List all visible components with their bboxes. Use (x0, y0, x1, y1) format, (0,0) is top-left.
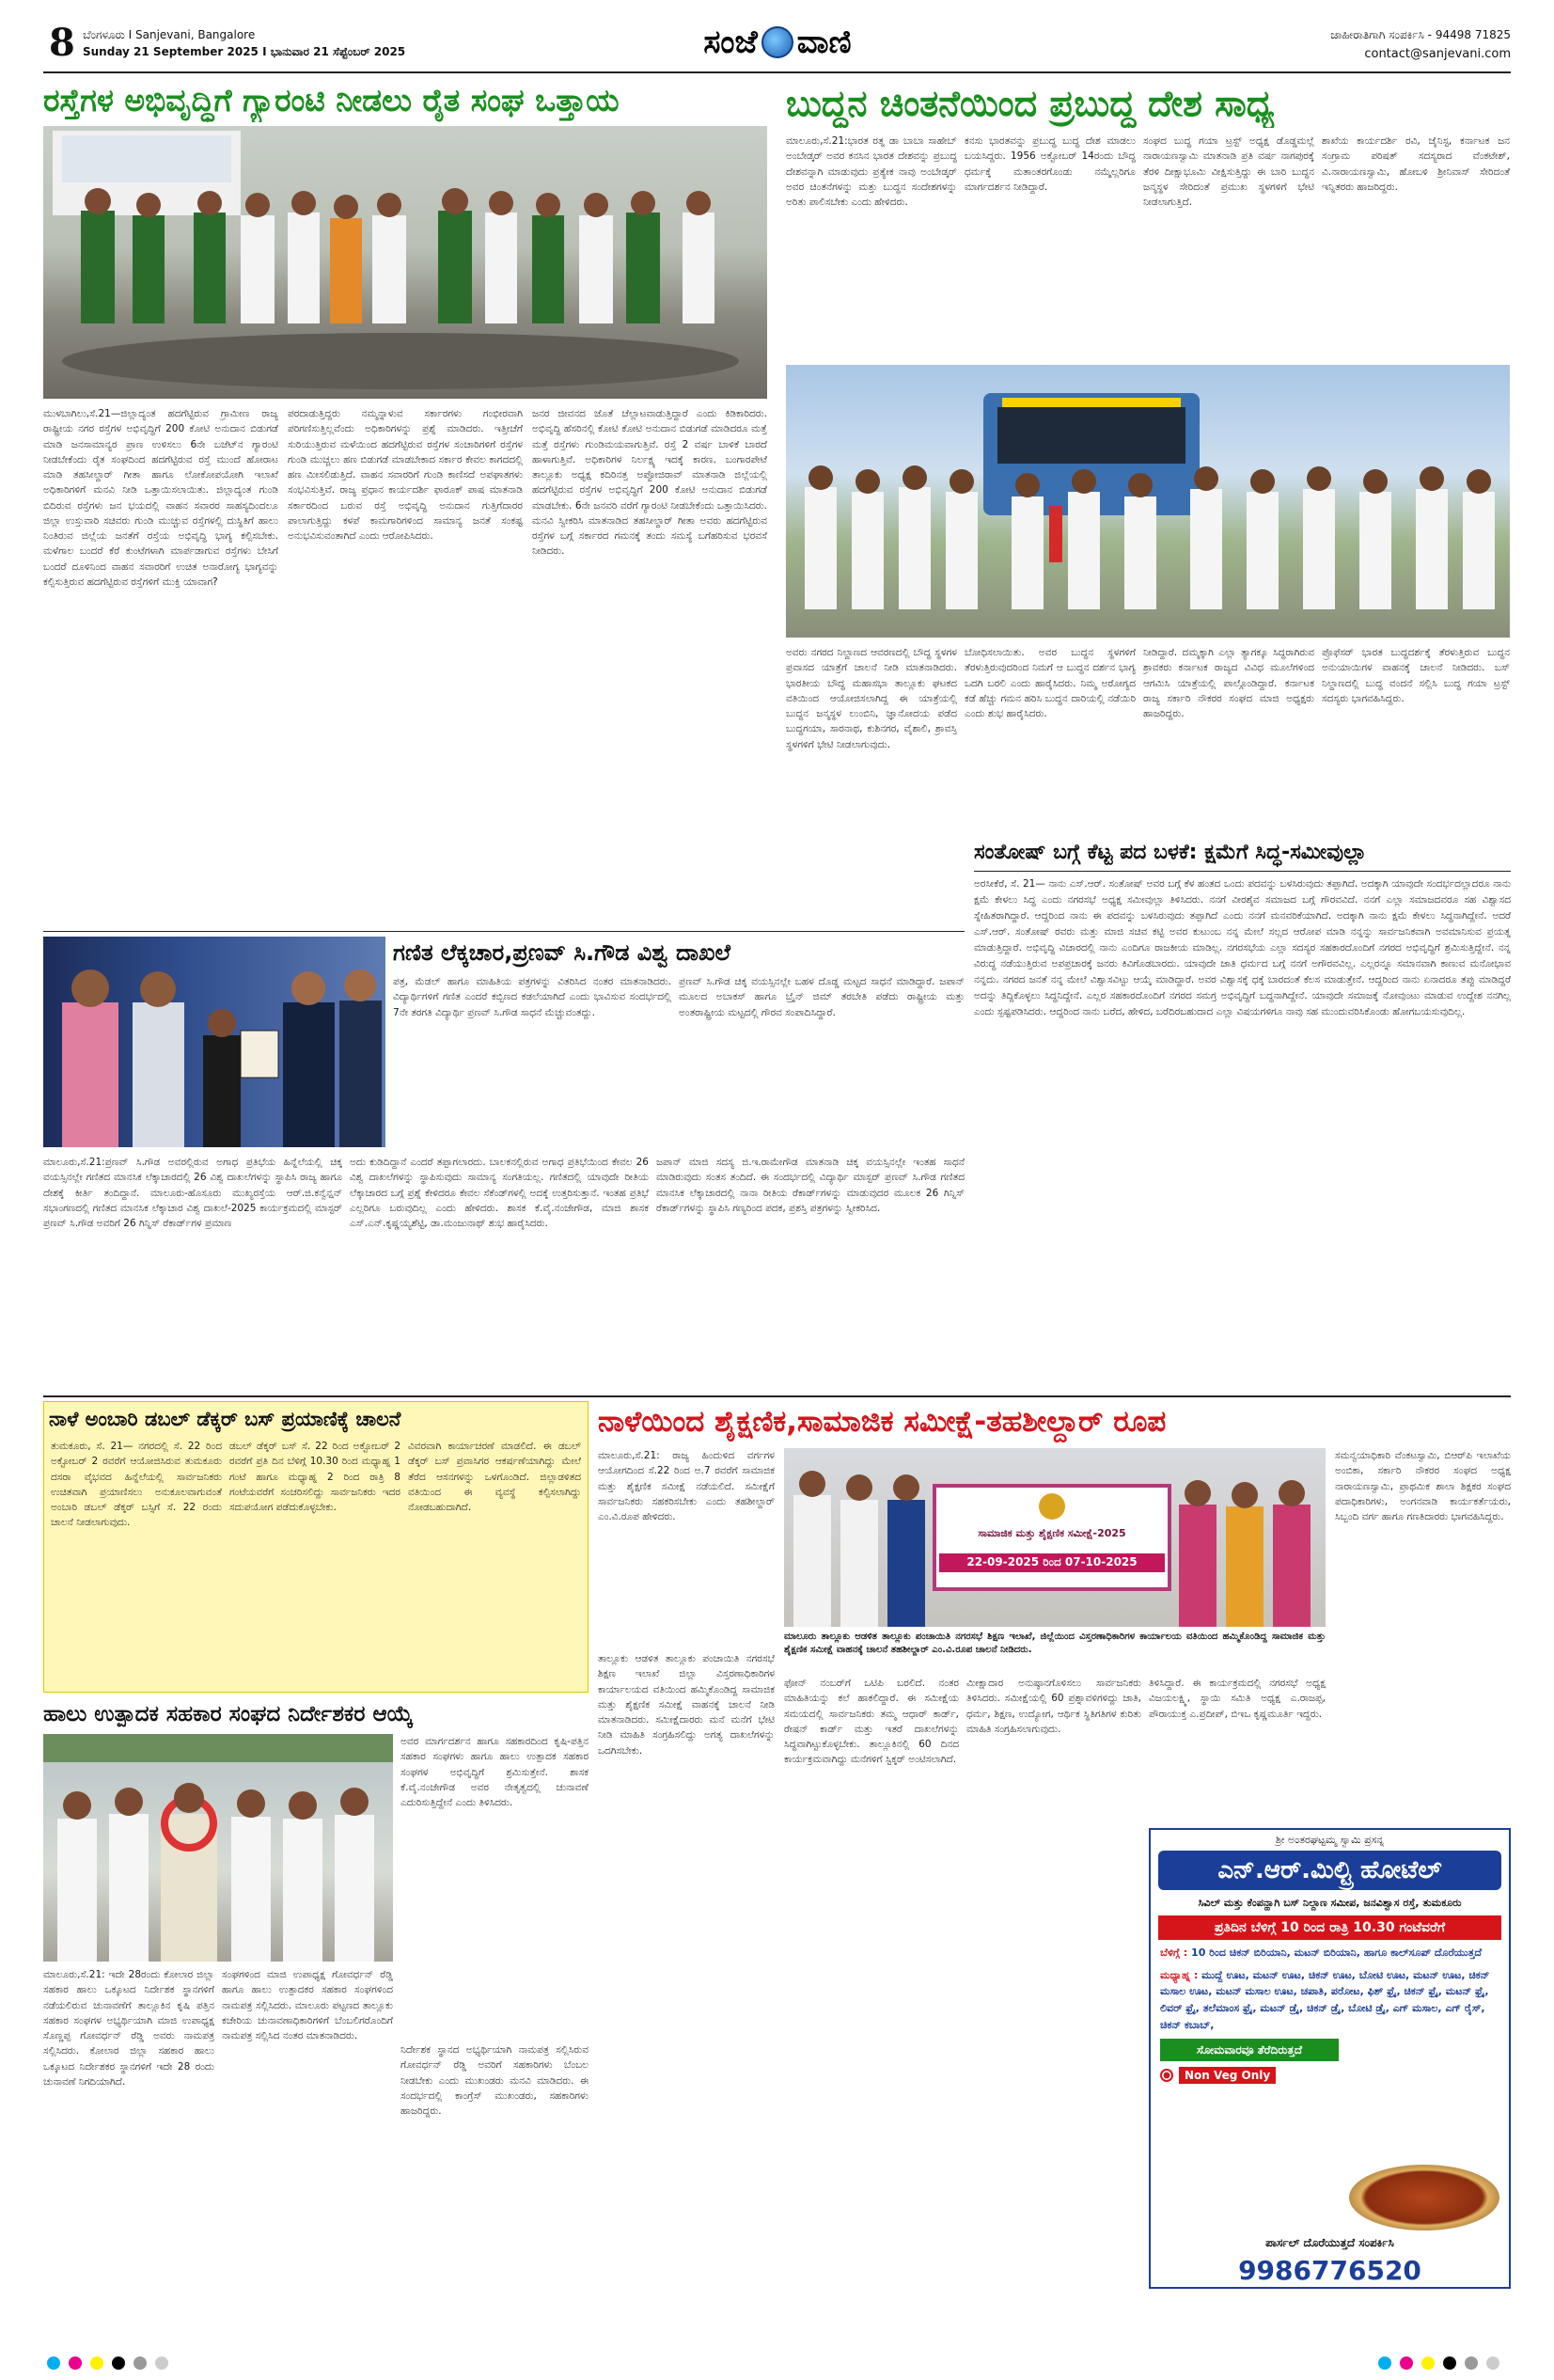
masthead-logo (669, 19, 886, 66)
ad-nonveg-text: Non Veg Only (1179, 2067, 1276, 2084)
edition-separator: I (128, 28, 136, 41)
story3-col2: ಅದು ಕುಡಿದಿದ್ದಾನೆ ಎಂದರೆ ತಪ್ಪಾಗಲಾರದು. ಬಾಲಕನಲ್ಲಿರುವ ಅಗಾಧ ಪ್ರತಿಭೆಯಿಂದ ಕೇವಲ 26 ವಿಶ್ವ ದಾಖಲೆಗಳನ್ನು ಸ್ಥಾಪಿಸುವುದು ಸಾಮಾನ್ಯ ಸಂಗತಿಯಲ್ಲ. ಗಣಿತದಲ್ಲಿ ಯಾವುದೇ ರೀತಿಯ ಲೆಕ್ಕಾಚಾರದ ಬಗ್ಗೆ ಪ್ರಶ್ನೆ ಕೇಳಿದರೂ ಕೇವಲ ಸೆಕೆಂಡ್‌ಗಳಲ್ಲಿ ಅದಕ್ಕೆ ಉತ್ತರಿಸುತ್ತಾನೆ. ಇಂತಹ ಪ್ರತಿಭೆ ಎಲ್ಲರಿಗೂ ಬರುವುದಿಲ್ಲ ಎಂದು ಹೇಳಿದರು. ಶಾಸಕ ಕೆ.ವೈ.ನಂಜೇಗೌಡ, ಮಾಜಿ ಶಾಸಕ ಎಸ್.ಎನ್.ಕೃಷ್ಣಯ್ಯಶೆಟ್ಟಿ, ಡಾ.ಮಂಜುನಾಥ್ ಶುಭ ಹಾರೈಸಿದರು. (350, 1157, 649, 1230)
story4-headline: ಸಂತೋಷ್ ಬಗ್ಗೆ ಕೆಟ್ಟ ಪದ ಬಳಕೆ: ಕ್ಷಮೆಗೆ ಸಿದ್ಧ-ಸಮೀವುಲ್ಲಾ (974, 841, 1367, 864)
light-grey-dot (1486, 2356, 1499, 2370)
magenta-dot (1400, 2356, 1413, 2370)
cyan-dot (1378, 2356, 1391, 2370)
ad-morning-text: 10 ರಿಂದ ಚಿಕನ್ ಬಿರಿಯಾನಿ, ಮಟನ್ ಬಿರಿಯಾನಿ, ಹಾಗೂ ಕಾಲ್‌ಸೂಪ್ ದೊರೆಯುತ್ತದೆ (1191, 1947, 1482, 1960)
story1-headline: ರಸ್ತೆಗಳ ಅಭಿವೃದ್ಧಿಗೆ ಗ್ಯಾರಂಟಿ ನೀಡಲು ರೈತ ಸಂಘ ಒತ್ತಾಯ (43, 82, 620, 118)
story6-intro: ಮಾಲೂರು,ಸೆ.21: ರಾಜ್ಯ ಹಿಂದುಳಿದ ವರ್ಗಗಳ ಆಯೋಗದಿಂದ ಸೆ.22 ರಿಂದ ಅ.7 ರವರೆಗೆ ಸಾಮಾಜಿಕ ಮತ್ತು ಶೈಕ್ಷಣಿಕ ಸಮೀಕ್ಷೆ ನಡೆಯಲಿದೆ. ಸಮೀಕ್ಷೆಗೆ ಸಾರ್ವಜನಿಕರು ಸಹಕರಿಸಬೇಕು ಎಂದು ತಹಶೀಲ್ದಾರ್ ಎಂ.ವಿ.ರೂಪ ಹೇಳಿದರು. (598, 1450, 775, 1523)
ad-morning (1160, 1946, 1499, 1962)
date-separator: I (262, 45, 271, 58)
story6-col2: ಫೋನ್ ನಂಬರ್‌ಗೆ ಒಟಿಪಿ ಬರಲಿದೆ. ನಂತರ ಮಾಹಿತಿಯನ್ನು ಕಲೆ ಹಾಕಲಿದ್ದಾರೆ. ಈ ಸಮೀಕ್ಷೆಯ ಸಮಯದಲ್ಲಿ ಸಾರ್ವಜನಿಕರು ತಮ್ಮ ಆಧಾರ್ ಕಾರ್ಡ್, ರೇಷನ್ ಕಾರ್ಡ್ ಮತ್ತು ಇತರೆ ದಾಖಲೆಗಳನ್ನು ಸಿದ್ಧವಾಗಿಟ್ಟುಕೊಳ್ಳಬೇಕು. ತಾಲ್ಲೂಕಿನಲ್ಲಿ 60 ದಿನದ ಕಾರ್ಯಕ್ರಮವಾಗಿದ್ದು ಮನೆಗಳಿಗೆ ಸ್ಟಿಕ್ಕರ್ ಅಂಟಿಸಲಾಗಿದೆ. (784, 1678, 959, 1766)
hotel-ad[interactable] (1149, 1828, 1511, 2289)
story6-col1: ತಾಲ್ಲೂಕು ಆಡಳಿತ ತಾಲ್ಲೂಕು ಪಂಚಾಯಿತಿ ನಗರಸಭೆ ಶಿಕ್ಷಣ ಇಲಾಖೆ ಜಿಲ್ಲಾ ವಿಸ್ತರಣಾಧಿಕಾರಿಗಳ ಕಾರ್ಯಾಲಯದ ವತಿಯಿಂದ ಹಮ್ಮಿಕೊಂಡಿದ್ದ ಸಾಮಾಜಿಕ ಮತ್ತು ಶೈಕ್ಷಣಿಕ ಸಮೀಕ್ಷೆ ವಾಹನಕ್ಕೆ ಚಾಲನೆ ನೀಡಿ ಮಾತನಾಡಿದರು. ಸಮೀಕ್ಷೆದಾರರು ಮನೆ ಮನೆಗೆ ಭೇಟಿ ನೀಡಿ ಮಾಹಿತಿ ಸಂಗ್ರಹಿಸಲಿದ್ದು ಅಗತ್ಯ ದಾಖಲೆಗಳನ್ನು ಒದಗಿಸಬೇಕು. (598, 1653, 775, 1757)
story7-col1: ಮಾಲೂರು,ಸೆ.21: ಇದೇ 28ರಂದು ಕೋಲಾರ ಜಿಲ್ಲಾ ಸಹಕಾರ ಹಾಲು ಒಕ್ಕೂಟದ ನಿರ್ದೇಶಕ ಸ್ಥಾನಗಳಿಗೆ ನಡೆಯಲಿರುವ ಚುನಾವಣೆಗೆ ತಾಲ್ಲೂಕಿನ ಕೃಷಿ ಪತ್ತಿನ ಸಹಕಾರ ಸಂಘಗಳ ಅಭ್ಯರ್ಥಿಯಾಗಿ ಮಾಜಿ ಉಪಾಧ್ಯಕ್ಷ ಸೊಣ್ಣಪ್ಪ ಗೋವರ್ಧನ್ ರೆಡ್ಡಿ ಅವರು ನಾಮಪತ್ರ ಸಲ್ಲಿಸಿದರು. ಕೋಲಾರ ಜಿಲ್ಲಾ ಸಹಕಾರ ಹಾಲು ಒಕ್ಕೂಟದ ನಿರ್ದೇಶಕರ ಸ್ಥಾನಗಳಿಗೆ ಇದೇ 28 ರಂದು ಚುನಾವಣೆ ನಿಗದಿಯಾಗಿದೆ. (43, 1969, 214, 2088)
ad-monday-badge: ಸೋಮವಾರವೂ ತೆರೆದಿರುತ್ತದೆ (1160, 2039, 1339, 2061)
registration-marks-right (1378, 2356, 1503, 2373)
registration-marks-left (47, 2356, 172, 2373)
story3-col3: ಜಪಾನ್ ಮಾಜಿ ಸದಸ್ಯ ಜಿ.ಇ.ರಾಮೇಗೌಡ ಮಾತನಾಡಿ ಚಿಕ್ಕ ವಯಸ್ಸಿನಲ್ಲೇ ಇಂತಹ ಸಾಧನೆ ಮಾಡಿರುವುದು ಸಂತಸ ತಂದಿದೆ. ಈ ಸಂದರ್ಭದಲ್ಲಿ ವಿದ್ಯಾರ್ಥಿ ಮಾಸ್ಟರ್ ಪ್ರಣವ್ ಸಿ.ಗೌಡ ಗಣಿತದ ಮಾನಸಿಕ ಲೆಕ್ಕಾಚಾರದಲ್ಲಿ ನಾನಾ ರೀತಿಯ ರೆಕಾರ್ಡ್‌ಗಳನ್ನು ಮಾಡುವುದರ ಮೂಲಕ 26 ಗಿನ್ನಿಸ್ ರೆಕಾರ್ಡ್‌ಗಳನ್ನು ಸ್ಥಾಪಿಸಿ ಗಣ್ಯರಿಂದ ಪದಕ, ಪ್ರಶಸ್ತಿ ಪತ್ರಗಳನ್ನು ಸ್ವೀಕರಿಸಿದ. (656, 1157, 965, 1214)
buddha-yatra-photo (786, 365, 1510, 638)
story2-headline: ಬುದ್ಧನ ಚಿಂತನೆಯಿಂದ ಪ್ರಬುದ್ಧ ದೇಶ ಸಾಧ್ಯ (786, 83, 1275, 124)
yellow-dot (90, 2356, 103, 2370)
date-line (83, 45, 405, 59)
nonveg-dot-icon (1160, 2069, 1173, 2082)
ad-phone[interactable]: 9986776520 (1238, 2255, 1421, 2286)
milk-union-photo (43, 1734, 393, 1962)
story2-col4: ಶಾಖೆಯ ಕಾರ್ಯದರ್ಶಿ ರವಿ, ಜೈನಿಸ್ಟ, ಕರ್ನಾಟಕ ಜನ ಸಂಗ್ರಾಮ ಪರಿಷತ್ ಸದಸ್ಯರಾದ ವೆಂಕಟೇಶ್, ವಿ.ನಾರಾಯಣಸ್ವಾಮಿ, ಹೋಬಳಿ ಶ್ರೀನಿವಾಸ್ ಸೇರಿದಂತೆ ಇನ್ನಿತರರು ಹಾಜರಿದ್ದರು. (1322, 135, 1510, 193)
masthead-rule (43, 71, 1511, 73)
edition-name: Sanjevani, Bangalore (135, 28, 256, 41)
story3-col1: ಮಾಲೂರು,ಸೆ.21:ಪ್ರಣವ್ ಸಿ.ಗೌಡ ಅವರಲ್ಲಿರುವ ಅಗಾಧ ಪ್ರತಿಭೆಯ ಹಿನ್ನೆಲೆಯಲ್ಲಿ ಚಿಕ್ಕ ವಯಸ್ಸಿನಲ್ಲೇ ಗಣಿತದ ಮಾನಸಿಕ ಲೆಕ್ಕಾಚಾರದಲ್ಲಿ 26 ವಿಶ್ವ ದಾಖಲೆಗಳನ್ನು ಸ್ಥಾಪಿಸಿ ರಾಜ್ಯ ಹಾಗೂ ದೇಶಕ್ಕೆ ಕೀರ್ತಿ ತಂದಿದ್ದಾನೆ. ಮಾಲೂರು-ಹೊಸೂರು ಮುಖ್ಯರಸ್ತೆಯ ಆರ್.ಜಿ.ಕನ್ವೆನ್ಷನ್ ಸಭಾಂಗಣದಲ್ಲಿ ಗಣಿತದ ಮಾನಸಿಕ ಲೆಕ್ಕಾಚಾರ ವಿಶ್ವ ದಾಖಲೆ-2025 ಕಾರ್ಯಕ್ರಮದಲ್ಲಿ ಮಾಸ್ಟರ್ ಪ್ರಣವ್ ಸಿ.ಗೌಡ ಅವರಿಗೆ 26 ಗಿನ್ನಿಸ್ ರೆಕಾರ್ಡ್‌ಗಳ ಪ್ರಮಾಣ (43, 1157, 342, 1230)
page-number: 8 (49, 21, 75, 65)
magenta-dot (69, 2356, 82, 2370)
food-platter-icon (1349, 2165, 1499, 2230)
survey-banner-title: ಸಾಮಾಜಿಕ ಮತ್ತು ಶೈಕ್ಷಣಿಕ ಸಮೀಕ್ಷೆ-2025 (978, 1527, 1126, 1539)
story6-col3: ಮೀಕ್ಷಾದಾರ ಅನುಷ್ಠಾನಗೊಳಿಸಲು ಸಾರ್ವಜನಿಕರು ತಿಳಿಸಿದರು. ಸಮೀಕ್ಷೆಯಲ್ಲಿ 60 ಪ್ರಶ್ನಾವಳಿಗಳಿದ್ದು ಜಾತಿ, ಧರ್ಮ, ಶಿಕ್ಷಣ, ಉದ್ಯೋಗ, ಆರ್ಥಿಕ ಸ್ಥಿತಿಗತಿಗಳ ಕುರಿತು ಮಾಹಿತಿ ಸಂಗ್ರಹಿಸಲಾಗುವುದು. (966, 1678, 1141, 1735)
section-rule-1 (43, 1395, 1511, 1397)
story4-body: ಅರಸೀಕೆರೆ, ಸೆ. 21— ನಾನು ಎಸ್.ಆರ್. ಸಂತೋಷ್ ಅವರ ಬಗ್ಗೆ ಕೆಳ ಹಂತದ ಒಂದು ಪದವನ್ನು ಬಳಸಿರುವುದು ತಪ್ಪಾಗಿದೆ. ಅದಕ್ಕಾಗಿ ಯಾವುದೇ ಸಂದರ್ಭದಲ್ಲಾದರೂ ನಾನು ಕ್ಷಮೆ ಕೇಳಲು ಸಿದ್ಧ ಎಂದು ನಗರಸಭೆ ಅಧ್ಯಕ್ಷ ಸಮೀವುಲ್ಲಾ ತಿಳಿಸಿದರು. ನನಗೆ ವೀರಶೈವ ಸಮಾಜದ ಬಗ್ಗೆ ಗೌರವವಿದೆ. ನನಗೆ ಎಲ್ಲಾ ಸಮಾಜದವರೂ ಸಹ ವಿಶ್ವಾಸದ ಸ್ನೇಹಿತರಾಗಿದ್ದಾರೆ. ಆದ್ದರಿಂದ ನಾನು ಈ ಪದವನ್ನು ಬಳಸಿರುವುದು ತಪ್ಪಾಗಿದೆ ಎಂದು ನನಗೆ ಮನವರಿಕೆಯಾಗಿದೆ. ಅದಕ್ಕಾಗಿ ನಾನು ಕ್ಷಮೆ ಕೇಳಲು ಸಿದ್ಧನಾಗಿದ್ದೇನೆ. ಅದರೆ ಎಸ್.ಆರ್. ಸಂತೋಷ್ ರವರು ಮತ್ತು ಮಾಜಿ ಸಚಿವ ಕಟ್ಟಿ ಅವರ ಕುಟುಂಬ ನನ್ನ ಮೇಲೆ ಸಲ್ಲದ ಆರೋಪ ಮಾಡಿ ನನ್ನನ್ನು ಸಾರ್ವಜನಿಕವಾಗಿ ಅವಮಾನಿಸುವ ಪ್ರಯತ್ನ ಮಾಡುತ್ತಿದ್ದಾರೆ. ಅಭಿವೃದ್ಧಿ ವಿಚಾರದಲ್ಲಿ ನಾನು ಎಂದಿಗೂ ರಾಜಕೀಯ ಮಾಡಿಲ್ಲ. ನಗರಸಭೆಯ ಎಲ್ಲಾ ಸದಸ್ಯರ ಸಹಕಾರದೊಂದಿಗೆ ನಗರದ ಅಭಿವೃದ್ಧಿಗೆ ಶ್ರಮಿಸುತ್ತಿದ್ದೇನೆ. ನನ್ನ ವಿರುದ್ಧ ನಡೆಯುತ್ತಿರುವ ಅಪಪ್ರಚಾರಕ್ಕೆ ಜನರು ಕಿವಿಗೊಡಬಾರದು. ಯಾವುದೇ ಜಾತಿ ಧರ್ಮದ ಬಗ್ಗೆ ನನಗೆ ಅಗೌರವವಿಲ್ಲ. ಎಲ್ಲರನ್ನೂ ಸಮಾನವಾಗಿ ಕಾಣುವ ಮನೋಭಾವ ನನ್ನದು. ನಗರದ ಜನತೆ ನನ್ನ ಮೇಲೆ ವಿಶ್ವಾಸವಿಟ್ಟು ಆಯ್ಕೆ ಮಾಡಿದ್ದಾರೆ. ಅವರ ವಿಶ್ವಾಸಕ್ಕೆ ಧಕ್ಕೆ ಬಾರದಂತೆ ಕೆಲಸ ಮಾಡುತ್ತೇನೆ. ಆದ್ದರಿಂದ ನಾನು ಏನಾದರೂ ತಪ್ಪು ಮಾಡಿದ್ದರೆ ಅದನ್ನು ತಿದ್ದಿಕೊಳ್ಳಲು ಸಿದ್ಧನಿದ್ದೇನೆ. ಎಲ್ಲರ ಸಹಕಾರದೊಂದಿಗೆ ನಗರದ ಸಮಗ್ರ ಅಭಿವೃದ್ಧಿಗೆ ಬದ್ಧನಾಗಿದ್ದೇನೆ. ಯಾವುದೇ ಸಮಾಜಕ್ಕೆ ನೋವುಂಟು ಮಾಡುವ ಉದ್ದೇಶ ನನಗಿಲ್ಲ ಎಂದು ಸ್ಪಷ್ಟಪಡಿಸಿದರು. ಆದ್ದರಿಂದ ನಾನು ಬರೆದ, ಹೇಳಿದ, ಬರೆದಿರಬಹುದಾದ ಎಲ್ಲಾ ವಿಷಯಗಳಿಗೂ ನಾವು ಸಹ ಮುಂದುವರಿಸಿಕೊಂಡು ಹೋಗಬಯಸುವುದಿಲ್ಲ. (974, 878, 1511, 1017)
ad-address: ಸಿವಿಲ್ ಮತ್ತು ಕೆಂಪನ್ಹಾಗಿ ಬಸ್ ನಿಲ್ದಾಣ ಸಮೀಪ, ಜನವಿಶ್ವಾಸ ರಸ್ತೆ, ತುಮಕೂರು (1198, 1897, 1462, 1909)
story6-headline: ನಾಳೆಯಿಂದ ಶೈಕ್ಷಣಿಕ,ಸಾಮಾಜಿಕ ಸಮೀಕ್ಷೆ-ತಹಶೀಲ್ದಾರ್ ರೂಪ (598, 1405, 1167, 1439)
milk-union-illustration (43, 1734, 393, 1962)
ad-morning-label: ಬೆಳಿಗ್ಗೆ : (1160, 1947, 1188, 1960)
survey-photo-caption: ಮಾಲೂರು ತಾಲ್ಲೂಕು ಆಡಳಿತ ತಾಲ್ಲೂಕು ಪಂಚಾಯಿತಿ ನಗರಸಭೆ ಶಿಕ್ಷಣ ಇಲಾಖೆ, ಜಿಲ್ಲೆಯಿಂದ ವಿಸ್ತರಣಾಧಿಕಾರಿಗಳ ಕಾರ್ಯಾಲಯ ವತಿಯಿಂದ ಹಮ್ಮಿಕೊಂಡಿದ್ದ ಸಾಮಾಜಿಕ ಮತ್ತು ಶೈಕ್ಷಣಿಕ ಸಮೀಕ್ಷೆ ವಾಹನಕ್ಕೆ ಚಾಲನೆ ತಹಶೀಲ್ದಾರ್ ಎಂ.ವಿ.ರೂಪ ಚಾಲನೆ ನೀಡಿದರು. (784, 1631, 1326, 1655)
story2-lower-col1: ಅವರು ನಗರದ ನಿಲ್ದಾಣದ ಆವರಣದಲ್ಲಿ ಬೌದ್ಧ ಸ್ಥಳಗಳ ಪ್ರವಾಸದ ಯಾತ್ರೆಗೆ ಚಾಲನೆ ನೀಡಿ ಮಾತನಾಡಿದರು. ಭಾರತೀಯ ಬೌದ್ಧ ಮಹಾಸಭಾ ತಾಲ್ಲೂಕು ಘಟಕದ ವತಿಯಿಂದ ಆಯೋಜಿಸಲಾಗಿದ್ದ ಈ ಯಾತ್ರೆಯಲ್ಲಿ ಬುದ್ಧನ ಜನ್ಮಸ್ಥಳ ಲುಂಬಿನಿ, ಜ್ಞಾನೋದಯ ಪಡೆದ ಬುದ್ಧಗಯಾ, ಸಾರನಾಥ, ಕುಶಿನಗರ, ವೈಶಾಲಿ, ಶ್ರಾವಸ್ತಿ ಸ್ಥಳಗಳಿಗೆ ಭೇಟಿ ನೀಡಲಾಗುವುದು. (786, 647, 957, 750)
story7-col2: ಸಂಘಗಳಿಂದ ಮಾಜಿ ಉಪಾಧ್ಯಕ್ಷ ಗೋವರ್ಧನ್ ರೆಡ್ಡಿ ಹಾಗೂ ಹಾಲು ಉತ್ಪಾದಕರ ಸಹಕಾರ ಸಂಘಗಳಿಂದ ನಾಮಪತ್ರ ಸಲ್ಲಿಸಿದರು. ಮಾಲೂರು ಪಟ್ಟಣದ ತಾಲ್ಲೂಕು ಕಚೇರಿಯ ಚುನಾವಣಾಧಿಕಾರಿಗಳಿಗೆ ಬೆಂಬಲಿಗರೊಂದಿಗೆ ನಾಮಪತ್ರ ಸಲ್ಲಿಸಿದ ನಂತರ ಮಾತನಾಡಿದರು. (222, 1969, 393, 2042)
story2-col3: ಸಂಘದ ಬುದ್ಧ ಗಯಾ ಟ್ರಸ್ಟ್ ಅಧ್ಯಕ್ಷ ಡೊಡ್ಡಮಲ್ಲೆ ನಾರಾಯಣಸ್ವಾಮಿ ಮಾತನಾಡಿ ಪ್ರತಿ ವರ್ಷ ನಾಗಪುರಕ್ಕೆ ತೆರಳಿ ದೀಕ್ಷಾಭೂಮಿ ವೀಕ್ಷಿಸುತ್ತಿದ್ದು ಈ ಬಾರಿ ಬುದ್ಧನ ಜನ್ಮಸ್ಥಳ ಸೇರಿದಂತೆ ಪ್ರಮುಖ ಸ್ಥಳಗಳಿಗೆ ಭೇಟಿ ನೀಡಲಾಗುತ್ತಿದೆ. (1143, 135, 1314, 209)
story3-intro: ಪತ್ರ, ಮೆಡಲ್ ಹಾಗೂ ಮಾಹಿತಿಯ ಪತ್ರಗಳನ್ನು ವಿತರಿಸಿದ ನಂತರ ಮಾತನಾಡಿದರು. ವಿದ್ಯಾರ್ಥಿಗಳಿಗೆ ಗಣಿತ ಎಂದರೆ ಕಬ್ಬಿಣದ ಕಡಲೆಯಾಗಿದೆ ಎಂದು ಭಾವಿಸುವ ಸಂದರ್ಭದಲ್ಲಿ 7ನೇ ತರಗತಿ ವಿದ್ಯಾರ್ಥಿ ಪ್ರಣವ್ ಸಿ.ಗೌಡ ಸಾಧನೆ ಮೆಚ್ಚುವಂತದ್ದು. (393, 976, 671, 1018)
road-protest-photo (43, 126, 767, 399)
story7-col3: ಅವರ ಮಾರ್ಗದರ್ಶನ ಹಾಗೂ ಸಹಕಾರದಿಂದ ಕೃಷಿ-ಪತ್ತಿನ ಸಹಕಾರ ಸಂಘಗಳು ಹಾಗೂ ಹಾಲು ಉತ್ಪಾದಕ ಸಹಕಾರ ಸಂಘಗಳ ಅಭಿವೃದ್ಧಿಗೆ ಶ್ರಮಿಸುತ್ತೇನೆ. ಶಾಸಕ ಕೆ.ವೈ.ನಂಜೇಗೌಡ ಅವರ ನೇತೃತ್ವದಲ್ಲಿ ಚುನಾವಣೆ ಎದುರಿಸುತ್ತಿದ್ದೇನೆ ಎಂದು ತಿಳಿಸಿದರು. (400, 1736, 589, 1809)
story6-col4: ತಿಳಿಸಿದ್ದಾರೆ. ಈ ಕಾರ್ಯಕ್ರಮದಲ್ಲಿ ನಗರಸಭೆ ಅಧ್ಯಕ್ಷ ವಿಜಯಲಕ್ಷ್ಮಿ, ಸ್ಥಾಯಿ ಸಮಿತಿ ಅಧ್ಯಕ್ಷ ಎ.ರಾಜಪ್ಪ, ಪೌರಾಯುಕ್ತ ಎ.ಪ್ರದೀಪ್, ಬಿಇಒ ಕೃಷ್ಣಮೂರ್ತಿ ಇದ್ದರು. (1149, 1678, 1326, 1720)
survey-launch-photo (784, 1448, 1326, 1627)
ad-parcel: ಪಾರ್ಸಲ್ ದೊರೆಯುತ್ತದೆ ಸಂಪರ್ಕಿಸಿ (1265, 2236, 1394, 2249)
story5-col1: ತುಮಕೂರು, ಸೆ. 21— ನಗರದಲ್ಲಿ ಸೆ. 22 ರಿಂದ ಅಕ್ಟೋಬರ್ 2 ರವರೆಗೆ ಆಯೋಜಿಸಿರುವ ತುಮಕೂರು ದಸರಾ ವೈಭವದ ಹಿನ್ನೆಲೆಯಲ್ಲಿ ಸಾರ್ವಜನಿಕರು ಉಚಿತವಾಗಿ ಪ್ರಯಾಣಿಸಲು ಅನುಕೂಲವಾಗುವಂತೆ ಅಂಬಾರಿ ಡಬಲ್ ಡೆಕ್ಕರ್ ಬಸ್ಸಿಗೆ ಸೆ. 22 ರಂದು ಚಾಲನೆ ನೀಡಲಾಗುವುದು. (51, 1441, 222, 1529)
award-ceremony-illustration (43, 937, 385, 1147)
ads-contact: ಜಾಹೀರಾತಿಗಾಗಿ ಸಂಪರ್ಕಿಸಿ - 94498 71825 (1330, 28, 1511, 41)
grey-dot (133, 2356, 147, 2370)
story3-headline: ಗಣಿತ ಲೆಕ್ಕಚಾರ,ಪ್ರಣವ್ ಸಿ.ಗೌಡ ವಿಶ್ವ ದಾಖಲೆ (393, 939, 730, 966)
cyan-dot (47, 2356, 60, 2370)
buddha-yatra-illustration (786, 365, 1510, 638)
edition-line (83, 28, 255, 42)
story3-intro2: ಪ್ರಣವ್ ಸಿ.ಗೌಡ ಚಿಕ್ಕ ವಯಸ್ಸಿನಲ್ಲೇ ಬಹಳ ದೊಡ್ಡ ಮಟ್ಟದ ಸಾಧನೆ ಮಾಡಿದ್ದಾರೆ. ಜಪಾನ್ ಮೂಲದ ಅಬಾಕಸ್ ಹಾಗೂ ಬ್ರೈನ್ ಜಿಮ್ ತರಬೇತಿ ಪಡೆದು ರಾಷ್ಟ್ರೀಯ ಮತ್ತು ಅಂತರಾಷ್ಟ್ರೀಯ ಮಟ್ಟದಲ್ಲಿ ಗೌರವ ಸಂಪಾದಿಸಿದ್ದಾರೆ. (679, 976, 965, 1018)
ad-lunch-label: ಮಧ್ಯಾಹ್ನ : (1160, 1968, 1199, 1981)
logo-text-right: ವಾಣಿ (796, 24, 852, 61)
ad-blessing: ಶ್ರೀ ಅಂತರಘಟ್ಟಮ್ಮ ಸ್ವಾಮಿ ಪ್ರಸನ್ನ (1275, 1834, 1385, 1846)
story7-headline: ಹಾಲು ಉತ್ಪಾದಕ ಸಹಕಾರ ಸಂಘದ ನಿರ್ದೇಶಕರ ಆಯ್ಕೆ (43, 1702, 414, 1726)
light-grey-dot (155, 2356, 168, 2370)
story3-top-rule (43, 931, 965, 932)
date-english: Sunday 21 September 2025 (83, 45, 259, 58)
story1-col2: ಪರದಾಡುತ್ತಿದ್ದರು ನಮ್ಮನ್ನಾಳುವ ಸರ್ಕಾರಗಳು ಗಂಭೀರವಾಗಿ ಪರಿಗಣಿಸುತ್ತಿಲ್ಲವೆಂದು ಅಧಿಕಾರಿಗಳನ್ನು ಪ್ರಶ್ನೆ ಮಾಡಿದರು. ಇತ್ತೀಚೆಗೆ ಸುರಿಯುತ್ತಿರುವ ಮಳೆಯಿಂದ ಹದಗೆಟ್ಟಿರುವ ರಸ್ತೆಗಳ ಸಂಚಾರಿಗಳಿಗೆ ರಸ್ತೆಗಳ ಗುಂಡಿ ಮುಚ್ಚಲು ಹಣ ಬಿಡುಗಡೆ ಮಾಡಬೇಕಾದ ಸರ್ಕಾರ ಕೇವಲ ಕಾಗದದಲ್ಲಿ ಹಣ ಮೀಸಲಿಡುತ್ತಿದೆ. ವಾಹನ ಸವಾರರಿಗೆ ಗುಂಡಿ ಕಾಣಿಸದೆ ಅಪಘಾತಗಳು ಸಂಭವಿಸುತ್ತಿವೆ. ರಾಜ್ಯ ಪ್ರಧಾನ ಕಾರ್ಯದರ್ಶಿ ಫಾರೂಕ್ ಪಾಷ ಮಾತನಾಡಿ ಸರ್ಕಾರದಿಂದ ಬರುವ ರಸ್ತೆ ಅಭಿವೃದ್ಧಿ ಅನುದಾನ ಗುತ್ತಿಗೆದಾರರ ಪಾಲಾಗುತ್ತಿದ್ದು ಕಳಪೆ ಕಾಮಗಾರಿಗಳಿಂದ ಸಾಮಾನ್ಯ ಜನತೆ ಸಂಕಷ್ಟ ಅನುಭವಿಸುವಂತಾಗಿದೆ ಎಂದು ಆರೋಪಿಸಿದರು. (288, 408, 523, 543)
date-kannada: ಭಾನುವಾರ 21 ಸೆಪ್ಟೆಂಬರ್ 2025 (270, 45, 406, 58)
story2-lower-col2: ಬೋಧಿಸಲಾಯಿತು. ಅವರ ಬುದ್ಧನ ಸ್ಥಳಗಳಿಗೆ ತೆರಳುತ್ತಿರುವುದರಿಂದ ನಿಮಗೆ ಆ ಬುದ್ಧನ ದರ್ಶನ ಭಾಗ್ಯ ಒದಗಿ ಬರಲಿ ಎಂದು ಹಾರೈಸಿದರು. ನಿಮ್ಮ ಅರೋಗ್ಯದ ಕಡೆ ಹೆಚ್ಚು ಗಮನ ಹರಿಸಿ ಬುದ್ಧನ ದಾರಿಯಲ್ಲಿ ನಡೆಯಿರಿ ಎಂದು ಶುಭ ಹಾರೈಸಿದರು. (965, 647, 1136, 720)
story1-col1: ಮುಳಬಾಗಿಲು,ಸೆ.21—ಜಿಲ್ಲಾದ್ಯಂತ ಹದಗೆಟ್ಟಿರುವ ಗ್ರಾಮೀಣ ರಾಜ್ಯ ರಾಷ್ಟ್ರೀಯ ನಗರ ರಸ್ತೆಗಳ ಅಭಿವೃದ್ಧಿಗೆ 200 ಕೋಟಿ ಅನುದಾನ ಬಿಡುಗಡೆ ಮಾಡಿ ಜನಸಾಮಾನ್ಯರ ಪ್ರಾಣ ಉಳಿಸಲು 6ನೇ ಬಜೆಟ್‌ನ ಗ್ಯಾರಂಟಿ ನೀಡಬೇಕೆಂದು ರೈತ ಸಂಘದಿಂದ ಹದಗೆಟ್ಟಿರುವ ರಸ್ತೆ ಮುಂದೆ ಹೋರಾಟ ಮಾಡಿ ತಹಸೀಲ್ದಾರ್ ಗೀತಾ ಹಾಗೂ ಲೋಕೋಪಯೋಗಿ ಇಲಾಖೆ ಅಧಿಕಾರಿಗಳಿಗೆ ಮನವಿ ನೀಡಿ ಒತ್ತಾಯಿಸಲಾಯಿತು. ಜಿಲ್ಲಾದ್ಯಂತ ಗುಂಡಿ ಬಿದಿರುವ ರಸ್ತೆಗಳು ಜನ ಭಯದಲ್ಲಿ ವಾಹನ ಸವಾರರ ಸಾಹಸ್ಯದಿಂದಲೂ ಜಿಲ್ಲಾ ಉಸ್ತುವಾರಿ ಸಚಿವರು ಗುಂಡಿ ಮುಚ್ಚುವ ರಸ್ತೆಗಳಲ್ಲಿ ದುಸ್ಥಿತಿಗೆ ಹಾಲು ನಿಂತಿರುವ ಜಿಲ್ಲೆಯ ಜನತೆಗೆ ರಸ್ತೆಯ ಅಭಿವೃದ್ಧಿ ಭಾಗ್ಯ ಕಲ್ಪಿಸಬೇಕು. ಮಳೆಗಾಲ ಬಂದರೆ ಕೆರೆ ಕುಂಟೆಗಳಾಗಿ ಮಾರ್ಪಡಾಗುವ ರಸ್ತೆಗಳು ಬೇಸಿಗೆ ಬಂದರೆ ದೂಳಿನಿಂದ ವಾಹನ ಸವಾರರಿಗೆ ಉಚಿತ ಅನಾರೋಗ್ಯ ಭಾಗ್ಯವನ್ನು ಕಲ್ಪಿಸುತ್ತಿರುವ ಹದಗೆಟ್ಟಿರುವ ರಸ್ತೆಗಳಿಗೆ ಮುಕ್ತಿ ಯಾವಾಗ? (43, 408, 278, 588)
story5-col2: ಡಬಲ್ ಡೆಕ್ಕರ್ ಬಸ್ ಸೆ. 22 ರಿಂದ ಅಕ್ಟೋಬರ್ 2 ರವರೆಗೆ ಪ್ರತಿ ದಿನ ಬೆಳಿಗ್ಗೆ 10.30 ರಿಂದ ಮಧ್ಯಾಹ್ನ 1 ಗಂಟೆ ಹಾಗೂ ಮಧ್ಯಾಹ್ನ 2 ರಿಂದ ರಾತ್ರಿ 8 ಗಂಟೆಯವರೆಗೆ ಸಂಚರಿಸಲಿದ್ದು ಸಾರ್ವಜನಿಕರು ಇದರ ಸದುಪಯೋಗ ಪಡೆದುಕೊಳ್ಳಬೇಕು. (229, 1441, 400, 1514)
globe-icon (761, 26, 793, 58)
story4-rule (974, 871, 1511, 872)
ad-hotel-name: ಎನ್.ಆರ್.ಮಿಲ್ಟ್ರಿ ಹೋಟೆಲ್ (1158, 1851, 1501, 1890)
story6-col5: ಸಮನ್ವಯಾಧಿಕಾರಿ ವೆಂಕಟಸ್ವಾಮಿ, ಬಿಆರ್‌ಪಿ ಇಲಾಖೆಯ ಅಂಬಿಕಾ, ಸರ್ಕಾರಿ ನೌಕರರ ಸಂಘದ ಅಧ್ಯಕ್ಷ ನಾರಾಯಣಸ್ವಾಮಿ, ಪ್ರಾಥಮಿಕ ಶಾಲಾ ಶಿಕ್ಷಕರ ಸಂಘದ ಪದಾಧಿಕಾರಿಗಳು, ಅಂಗನವಾಡಿ ಕಾರ್ಯಕರ್ತೆಯರು, ಸಿಬ್ಬಂದಿ ವರ್ಗ ಹಾಗೂ ಗಣತಿದಾರರು ಭಾಗವಹಿಸಿದ್ದರು. (1335, 1450, 1511, 1523)
edition-city: ಬೆಂಗಳೂರು (83, 28, 125, 41)
story2-col2: ಕನಸು ಭಾರತವನ್ನು ಪ್ರಬುದ್ಧ ಬುದ್ಧ ದೇಶ ಮಾಡಲು ಬಯಸಿದ್ದರು. 1956 ಅಕ್ಟೋಬರ್ 14ರಂದು ಬೌದ್ಧ ಧರ್ಮಕ್ಕೆ ಮತಾಂತರಗೊಂಡು ನಮ್ಮೆಲ್ಲರಿಗೂ ಮಾರ್ಗದರ್ಶನ ನೀಡಿದ್ದಾರೆ. (965, 135, 1136, 193)
ad-nonveg-badge (1160, 2067, 1301, 2084)
yellow-dot (1421, 2356, 1435, 2370)
logo-text-left: ಸಂಜೆ (703, 24, 758, 61)
story2-col1: ಮಾಲೂರು,ಸೆ.21:ಭಾರತ ರತ್ನ ಡಾ ಬಾಬಾ ಸಾಹೇಬ್ ಅಂಬೇಡ್ಕರ್ ಅವರ ಕನಸಿನ ಭಾರತ ದೇಶವನ್ನು ಪ್ರಬುದ್ಧ ದೇಶವನ್ನಾಗಿ ಮಾಡುವುದು ಪ್ರತ್ಯೇಕ ನಾವು ಅಂಬೇಡ್ಕರ್ ಅವರ ಚಿಂತನೆಗಳನ್ನು ಮತ್ತು ಬುದ್ಧನ ಸಂದೇಶಗಳನ್ನು ಅರಿತು ಪಾಲಿಸಬೇಕು ಎಂದು ಹೇಳಿದರು. (786, 135, 957, 209)
award-ceremony-photo (43, 937, 385, 1147)
contact-email[interactable]: contact@sanjevani.com (1364, 47, 1511, 61)
road-protest-illustration (43, 126, 767, 399)
story5-headline: ನಾಳೆ ಅಂಬಾರಿ ಡಬಲ್ ಡೆಕ್ಕರ್ ಬಸ್ ಪ್ರಯಾಣಿಕ್ಕೆ ಚಾಲನೆ (49, 1408, 401, 1430)
ad-lunch (1160, 1967, 1499, 2033)
ad-lunch-text: ಮುದ್ದೆ ಊಟ, ಮಟನ್ ಊಟ, ಚಿಕನ್ ಊಟ, ಬೋಟಿ ಊಟ, ಮಟನ್ ಊಟ, ಚಿಕನ್ ಮಸಾಲ ಊಟ, ಮಟನ್ ಮಸಾಲ ಊಟ, ಚಪಾತಿ, ಪರೋಟ, ಫಿಶ್ ಫ್ರೈ, ಚಿಕನ್ ಫ್ರೈ, ಮಟನ್ ಫ್ರೈ, ಲಿವರ್ ಫ್ರೈ, ತಲೆಮಾಂಸ ಫ್ರೈ, ಮಟನ್ ಡ್ರೈ, ಚಿಕನ್ ಡ್ರೈ, ಬೋಟಿ ಡ್ರೈ, ಎಗ್ ಮಸಾಲ, ಎಗ್ ರೈಸ್, ಚಿಕನ್ ಕಬಾಬ್, (1160, 1968, 1490, 2031)
grey-dot (1465, 2356, 1478, 2370)
story1-col3: ಜನರ ಜೀವನದ ಜೊತೆ ಚೆಲ್ಲಾಟವಾಡುತ್ತಿದ್ದಾರೆ ಎಂದು ಕಿಡಿಕಾರಿದರು. ಅಭಿವೃದ್ಧಿ ಹೆಸರಿನಲ್ಲಿ ಕೋಟಿ ಕೋಟಿ ಅನುದಾನ ಬಿಡುಗಡೆ ಮಾಡಿದರೂ ಮತ್ತೆ ಮತ್ತೆ ರಸ್ತೆಗಳು ಗುಂಡಿಮಯವಾಗುತ್ತಿವೆ. ರಸ್ತೆ 2 ವರ್ಷ ಬಾಳಿಕೆ ಬಾರದೆ ಹಾಳಾಗುತ್ತಿವೆ. ಅಧಿಕಾರಿಗಳ ನಿರ್ಲಕ್ಷ್ಯ ಇದಕ್ಕೆ ಕಾರಣ. ಬಂಗಾರಪೇಟೆ ತಾಲ್ಲೂಕು ಅಧ್ಯಕ್ಷ ಕದಿರಿನತ್ತ ಅಪ್ಪೋಜಿರಾವ್ ಮಾತನಾಡಿ ಜಿಲ್ಲೆಯಲ್ಲಿ ಹದಗೆಟ್ಟಿರುವ ರಸ್ತೆಗಳ ಅಭಿವೃದ್ಧಿಗೆ 200 ಕೋಟಿ ಅನುದಾನ ಬಿಡುಗಡೆ ಮಾಡಬೇಕು. 6ನೇ ಜನವರಿ ವರೆಗೆ ಗ್ಯಾರಂಟಿ ನೀಡಬೇಕೆಂದು ಒತ್ತಾಯಿಸಿದರು. ಮನವಿ ಸ್ವೀಕರಿಸಿ ಮಾತನಾಡಿದ ತಹಸೀಲ್ದಾರ್ ಗೀತಾ ಅವರು ಹದಗೆಟ್ಟಿರುವ ರಸ್ತೆಗಳ ಬಗ್ಗೆ ಸರ್ಕಾರದ ಗಮನಕ್ಕೆ ತಂದು ಸಮಸ್ಯೆ ಬಗೆಹರಿಸುವ ಭರವಸೆ ನೀಡಿದರು. (532, 408, 767, 558)
ad-timing: ಪ್ರತಿದಿನ ಬೆಳಿಗ್ಗೆ 10 ರಿಂದ ರಾತ್ರಿ 10.30 ಗಂಟೆವರೆಗೆ (1158, 1915, 1501, 1940)
black-dot (1443, 2356, 1456, 2370)
survey-banner-dates: 22-09-2025 ರಿಂದ 07-10-2025 (966, 1555, 1138, 1568)
story5-col3: ವಿವರವಾಗಿ ಕಾರ್ಯಾಚರಣೆ ಮಾಡಲಿದೆ. ಈ ಡಬಲ್ ಡೆಕ್ಕರ್ ಬಸ್ ಪ್ರವಾಸಿಗರ ಆಕರ್ಷಣೆಯಾಗಿದ್ದು ಮೇಲೆ ತೆರೆದ ಆಸನಗಳನ್ನು ಒಳಗೊಂಡಿದೆ. ಜಿಲ್ಲಾಡಳಿತದ ವತಿಯಿಂದ ಈ ವ್ಯವಸ್ಥೆ ಕಲ್ಪಿಸಲಾಗಿದ್ದು ನೋಡಬಹುದಾಗಿದೆ. (408, 1441, 581, 1514)
black-dot (112, 2356, 125, 2370)
story7-col4: ನಿರ್ದೇಶಕ ಸ್ಥಾನದ ಅಭ್ಯರ್ಥಿಯಾಗಿ ನಾಮಪತ್ರ ಸಲ್ಲಿಸಿರುವ ಗೋವರ್ಧನ್ ರೆಡ್ಡಿ ಅವರಿಗೆ ಸಹಕಾರಿಗಳು ಬೆಂಬಲ ನೀಡಬೇಕು ಎಂದು ಮುಖಂಡರು ಮನವಿ ಮಾಡಿದರು. ಈ ಸಂದರ್ಭದಲ್ಲಿ ಕಾಂಗ್ರೆಸ್ ಮುಖಂಡರು, ಸಹಕಾರಿಗಳು ಹಾಜರಿದ್ದರು. (400, 2044, 589, 2118)
story2-lower-col4: ಪ್ರೊಫೆಸರ್ ಭಾರತ ಬುದ್ಧದರ್ಶಕ್ಕೆ ತೆರಳುತ್ತಿರುವ ಬುದ್ಧನ ಅನುಯಾಯಿಗಳ ವಾಹನಕ್ಕೆ ಚಾಲನೆ ನೀಡಿದರು. ಬಸ್ ನಿಲ್ದಾಣದಲ್ಲಿ ಬುದ್ಧ ವಂದನೆ ಸಲ್ಲಿಸಿ ಬುದ್ಧ ಗಯಾ ಟ್ರಸ್ಟ್ ಸದಸ್ಯರು ಭಾಗವಹಿಸಿದ್ದರು. (1322, 647, 1510, 704)
story2-lower-col3: ನೀಡಿದ್ದಾರೆ. ದಮ್ಮಕ್ಕಾಗಿ ಎಲ್ಲಾ ತ್ಯಾಗಕ್ಕೂ ಸಿದ್ಧರಾಗಿರುವ ಶ್ರಾವಕರು ಕರ್ನಾಟಕ ರಾಜ್ಯದ ವಿವಿಧ ಮೂಲೆಗಳಿಂದ ಆಗಮಿಸಿ ಯಾತ್ರೆಯಲ್ಲಿ ಪಾಲ್ಗೊಂಡಿದ್ದಾರೆ. ಕರ್ನಾಟಕ ರಾಜ್ಯ ಸರ್ಕಾರಿ ನೌಕರರ ಸಂಘದ ಮಾಜಿ ಅಧ್ಯಕ್ಷರು ಹಾಜರಿದ್ದರು. (1143, 647, 1314, 720)
